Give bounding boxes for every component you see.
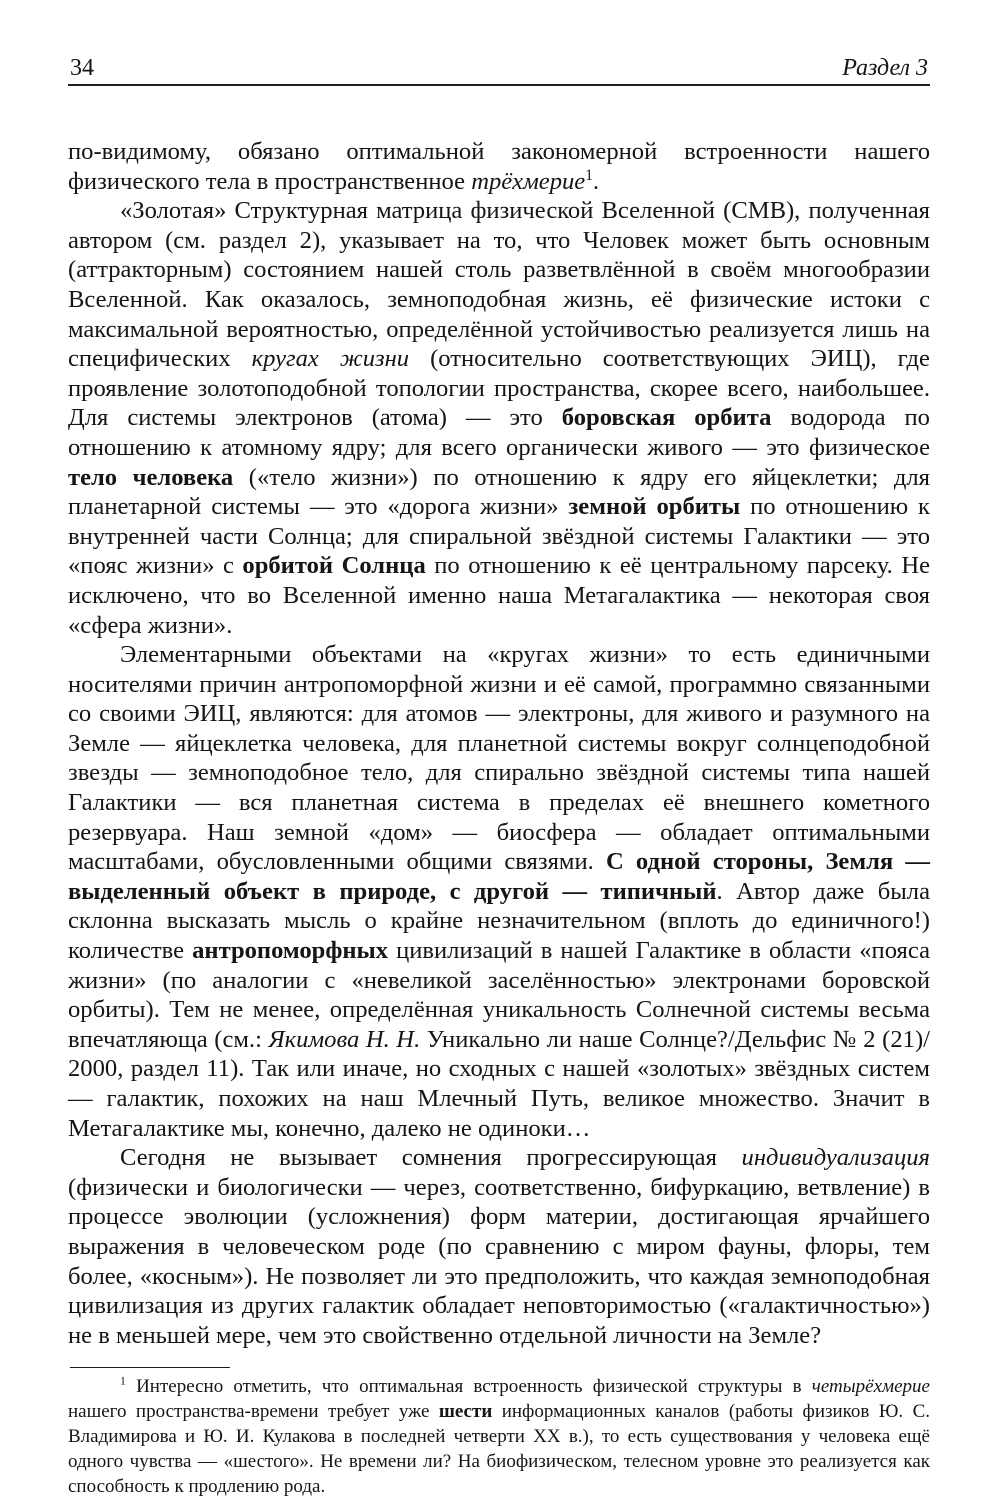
footnote [68,1375,930,1499]
paragraph [68,196,930,640]
text-run: Элементарными объектами на «кругах жизни» то есть единичными носителями причин антропоморфной жизни и её самой, программно связанными со своими ЭИЦ, являются: для атомов — электроны, для живого и разумного на Земле — яйцеклетка человека, для планетной системы вокруг солнцеподобной звезды — земноподобное тело, для спирально звёздной системы типа нашей Галактики — вся планетная система в пределах её внешнего кометного резервуара. Наш земной «дом» — биосфера — обладает оптимальными масштабами, обусловленными общими связями. [68,641,930,876]
text-run: по отношению к внутренней части Солнца; для спиральной звёздной системы Галактики — это «пояс жизни» с [68,493,930,580]
text-run: . Автор даже была склонна высказать мысль о крайне незначительном (вплоть до единичного!) количестве [68,877,930,965]
italic-text: четырёхмерие [811,1376,930,1398]
section-title: Раздел 3 [842,55,928,81]
bold-text: С одной стороны, Земля — выделенный объект в природе, с другой — типичный [68,848,930,905]
paragraph [68,640,930,1143]
italic-text: Якимова Н. Н. [268,1025,421,1053]
text-run: «Золотая» Структурная матрица физической Вселенной (СМВ), полученная автором (см. раздел 2), указывает на то, что Человек может быть основным (аттракторным) состоянием нашей столь разветвлённой в своём многообразии Вселенной. Как оказалось, земноподобная жизнь, её физические истоки с максимальной вероятностью, определённой устойчивостью реализуется лишь на специфических [68,197,930,373]
bold-text: боровская орбита [561,404,772,432]
text-run: (относительно соответствующих ЭИЦ), где проявление золотоподобной топологии пространства, скорее всего, наибольшее. Для системы электронов (атома) — это [68,345,930,432]
italic-text: индивидуализация [741,1144,930,1172]
bold-text: антропоморфных [192,937,389,965]
running-header [68,40,930,86]
text-run: Уникально ли наше Солнце?/Дельфис № 2 (21)/ 2000, раздел 11). Так или иначе, но сходных с нашей «золотых» звёздных систем — галактик, похожих на наш Млечный Путь, великое множество. Значит в Метагалактике мы, конечно, далеко не одиноки… [68,1025,930,1142]
text-run: по-видимому, обязано оптимальной закономерной встроенности нашего физического тела в пространственное [68,138,930,195]
text-run: Сегодня не вызывает сомнения прогрессирующая [120,1144,742,1172]
italic-text: кругах жизни [251,345,410,373]
text-run: (физически и биологически — через, соответственно, бифуркацию, ветвление) в процессе эволюции (усложнения) форм материи, достигающая ярчайшего выражения в человеческом роде (по сравнению с миром фауны, флоры, тем более, «косным»). Не позволяет ли это предположить, что каждая земноподобная цивилизация из других галактик обладает неповторимостью («галактичностью») не в меньшей мере, чем это свойственно отдельной личности на Земле? [68,1173,930,1349]
text-run: нашего пространства-времени требует уже [68,1401,439,1423]
text-run: Интересно отметить, что оптимальная встроенность физической структуры в [125,1376,812,1398]
body-text [68,137,930,1350]
text-run: («тело жизни») по отношению к ядру его яйцеклетки; для планетарной системы — это «дорога жизни» [68,463,930,521]
bold-text: орбитой Солнца [242,552,426,580]
italic-text: трёхмерие [471,167,586,195]
bold-text: тело человека [68,463,234,491]
document-page [68,40,930,1499]
page-number: 34 [70,55,94,81]
text-run: цивилизаций в нашей Галактике в области «пояса жизни» (по аналогии с «невеликой заселённостью» электронами боровской орбиты). Тем не менее, определённая уникальность Солнечной системы весьма впечатляюща (см.: [68,937,930,1053]
bold-text: шести [438,1401,493,1423]
footnote-divider [70,1367,230,1368]
paragraph [68,1143,930,1350]
text-run: водорода по отношению к атомному ядру; для всего органически живого — это физическое [68,404,930,461]
bold-text: земной орбиты [568,493,741,521]
text-run: . [592,167,599,195]
text-run: по отношению к её центральному парсеку. Не исключено, что во Вселенной именно наша Метагалактика — некоторая своя «сфера жизни». [68,552,931,639]
footnote-marker: 1 [120,1375,126,1389]
text-run: информационных каналов (работы физиков Ю. С. Владимирова и Ю. И. Кулакова в последней четверти XX в.), то есть существования у человека ещё одного чувства — «шестого». Не времени ли? На биофизическом, телесном уровне это реализуется как способность к продлению рода. [68,1401,930,1497]
paragraph [68,137,930,196]
footnote-marker: 1 [585,166,593,184]
